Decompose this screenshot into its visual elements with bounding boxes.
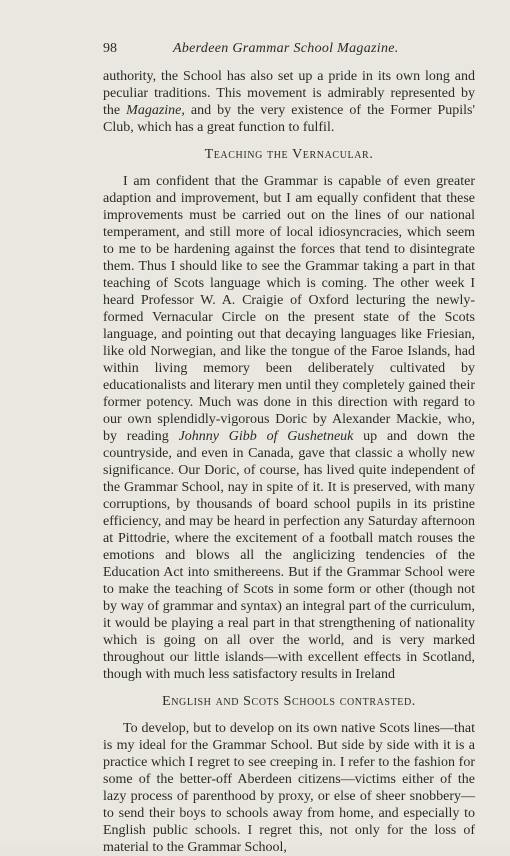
article-body: [103, 68, 475, 856]
page-number: 98: [103, 41, 117, 56]
paragraph-1-text: authority, the School has also set up a pride in its own long and peculiar traditions. This movement is admirably represented by the: [103, 69, 475, 118]
running-title: Aberdeen Grammar School Magazine.: [173, 41, 399, 56]
magazine-title: Magazine,: [126, 103, 185, 118]
paragraph-3-text: To develop, but to develop on its own native Scots lines—that is my ideal for the Grammar School. But side by side with it is a practice which I regret to see creeping in. I refer to the fashion for some of the better-off Aberdeen citizens—victims either of the lazy process of parenthood by proxy, or else of sheer snobbery—to send their boys to schools away from home, and especially to English public schools. I regret this, not only for the loss of material to the Grammar School,: [103, 721, 475, 855]
paragraph-3: [103, 720, 475, 856]
heading-text: Teaching the Vernacular.: [204, 147, 374, 162]
section-heading-vernacular: [103, 146, 475, 163]
paragraph-2: [103, 173, 475, 683]
section-heading-schools-contrasted: [103, 693, 475, 710]
book-title: Johnny Gibb of Gushetneuk: [178, 429, 354, 444]
paragraph-1-end: and by the very existence of the Former Pupils' Club, which has a great function to fulfil.: [103, 103, 476, 135]
heading-text: English and Scots Schools contrasted.: [162, 694, 416, 709]
paragraph-1: [103, 68, 475, 136]
paragraph-2-text-b: up and down the countryside, and even in Canada, gave that classic a wholly new significance. Our Doric, of course, has lived quite independent of the Grammar School, nay in spite of it. It is preserved, with many corruptions, by thousands of board school pupils in its pristine efficiency, and may be heard in perfection any Saturday afternoon at Pittodrie, where the excitement of a football match rouses the emotions and blows all the anglicizing tendencies of the Education Act into smithereens. But if the Grammar School were to make the teaching of Scots in some form or other (though not by way of grammar and syntax) an integral part of the curriculum, it would be playing a real part in that strengthening of nationality which is going on all over the world, and is very marked throughout our little islands—with excellent effects in Scotland, though with much less satisfactory results in Ireland: [103, 429, 475, 682]
paragraph-2-text-a: I am confident that the Grammar is capable of even greater adaption and improvement, but I am equally confident that these improvements must be carried out on the lines of our national temperament, and still more of local idiosyncracies, which seem to me to be hardening against the forces that tend to disintegrate them. Thus I should like to see the Grammar taking a part in that teaching of Scots language which is coming. The other week I heard Professor W. A. Craigie of Oxford lecturing the newly-formed Vernacular Circle on the present state of the Scots language, and pointing out that decaying languages like Friesian, like old Norwegian, and like the tongue of the Faroe Islands, had within living memory been deliberately cultivated by educationalists and literary men until they completely gained their former potency. Much was done in this direction with regard to our own splendidly-vigorous Doric by Alexander Mackie, who, by reading: [103, 174, 475, 444]
